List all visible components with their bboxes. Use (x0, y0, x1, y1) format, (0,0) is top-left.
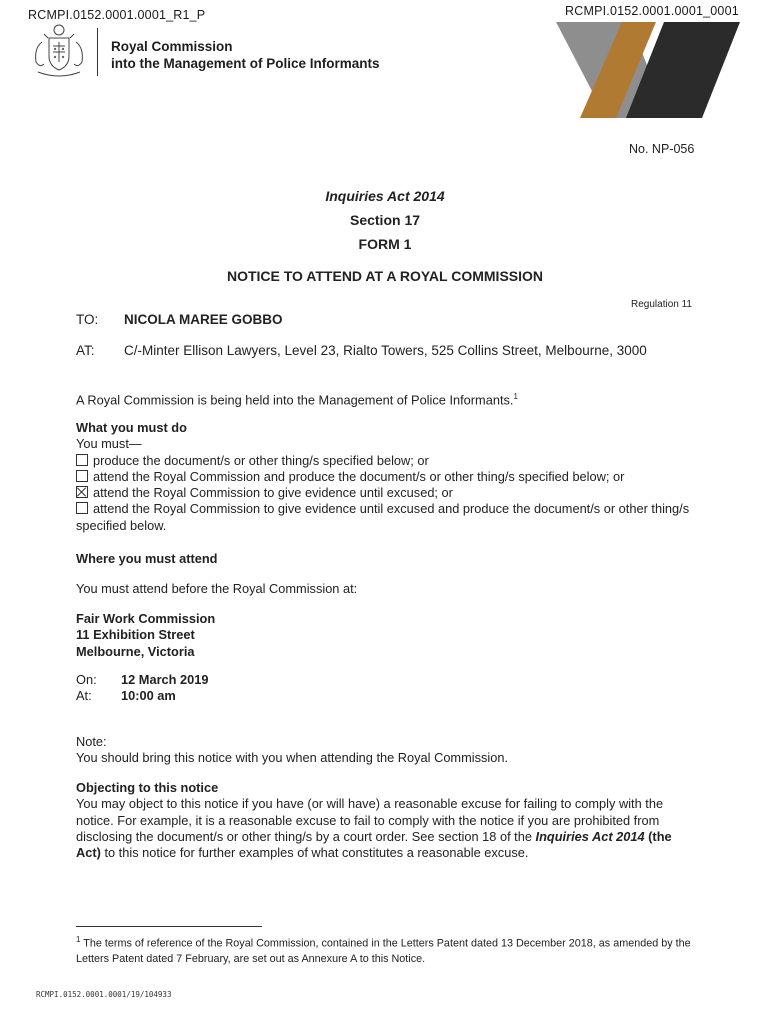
objecting-text-part2: to this notice for further examples of what constitutes a reasonable excuse. (100, 845, 529, 861)
note-label: Note: (76, 734, 107, 749)
document-reference-left: RCMPI.0152.0001.0001_R1_P (28, 8, 206, 22)
notice-title: NOTICE TO ATTEND AT A ROYAL COMMISSION (226, 268, 544, 284)
attend-heading: Where you must attend (76, 551, 218, 566)
commission-stripes-logo-icon (556, 18, 740, 118)
note-text: You should bring this notice with you when attending the Royal Commission. (76, 750, 509, 766)
venue-line3: Melbourne, Victoria (76, 643, 195, 659)
on-label: On: (76, 672, 97, 687)
footnote (76, 932, 706, 967)
objecting-section (76, 780, 696, 861)
header-divider (97, 28, 98, 76)
commission-name (111, 38, 380, 72)
regulation-reference: Regulation 11 (631, 299, 692, 310)
document-reference-right: RCMPI.0152.0001.0001_0001 (565, 4, 739, 18)
commission-name-line2: into the Management of Police Informants (111, 56, 380, 71)
footnote-divider (76, 926, 262, 927)
objecting-text (76, 796, 696, 861)
checkbox-unchecked-icon (76, 470, 88, 482)
must-do-option-text: attend the Royal Commission and produce the document/s or other thing/s specified below; or (93, 468, 625, 484)
attend-lead: You must attend before the Royal Commission at: (76, 581, 358, 596)
footnote-text: The terms of reference of the Royal Commission, contained in the Letters Patent dated 13 December 2018, as amended by the Letters Patent dated 7 February, are set out as Annexure A to this Notice. (76, 937, 691, 965)
coat-of-arms-icon (30, 20, 88, 80)
commission-name-line1: Royal Commission (111, 39, 233, 54)
must-do-option (76, 453, 696, 469)
must-do-option-text: attend the Royal Commission to give evidence until excused and produce the document/s or other thing/s specified below. (76, 501, 690, 533)
act-reference: Inquiries Act 2014 (535, 828, 645, 844)
footnote-reference: 1 (513, 392, 518, 401)
attend-date: 12 March 2019 (121, 672, 209, 687)
must-do-heading: What you must do (76, 420, 187, 435)
act-abbreviation: (the Act) (76, 828, 672, 861)
must-do-section (76, 420, 696, 534)
checkbox-checked-icon (76, 486, 88, 498)
time-label: At: (76, 688, 92, 704)
section-title: Section 17 (349, 212, 421, 228)
date-time (76, 672, 696, 705)
must-do-option (76, 469, 696, 485)
footnote-marker: 1 (76, 935, 81, 944)
venue-line2: 11 Exhibition Street (76, 627, 195, 643)
objecting-text-part1: You may object to this notice if you have (or will have) a reasonable excuse for failing to comply with the notice. For example, it is a reasonable excuse to fail to comply with the notice if you are prohibited from disclosing the document/s or other thing/s by a court order. See section 18 of the (76, 796, 664, 844)
attend-time: 10:00 am (121, 688, 176, 704)
objecting-heading: Objecting to this notice (76, 780, 219, 795)
at-label: AT: (76, 343, 95, 358)
to-label: TO: (76, 312, 99, 327)
form-title: FORM 1 (358, 236, 412, 252)
document-stamp: RCMPI.0152.0001.0001/19/104933 (36, 990, 172, 999)
recipient-address: C/-Minter Ellison Lawyers, Level 23, Rialto Towers, 525 Collins Street, Melbourne, 3000 (124, 343, 647, 358)
must-do-option (76, 485, 696, 501)
intro-paragraph (76, 389, 696, 409)
recipient-name: NICOLA MAREE GOBBO (124, 312, 283, 327)
venue-address (76, 611, 696, 660)
note-section (76, 734, 696, 767)
checkbox-unchecked-icon (76, 502, 88, 514)
must-do-option-text: produce the document/s or other thing/s specified below; or (93, 452, 429, 468)
intro-text: A Royal Commission is being held into the Management of Police Informants. (76, 392, 514, 408)
notice-number: No. NP-056 (629, 142, 695, 156)
must-do-lead: You must— (76, 436, 142, 452)
venue-line1: Fair Work Commission (76, 611, 216, 626)
must-do-option-text: attend the Royal Commission to give evidence until excused; or (93, 485, 453, 501)
checkbox-unchecked-icon (76, 454, 88, 466)
must-do-option (76, 501, 696, 534)
act-title: Inquiries Act 2014 (325, 188, 445, 204)
